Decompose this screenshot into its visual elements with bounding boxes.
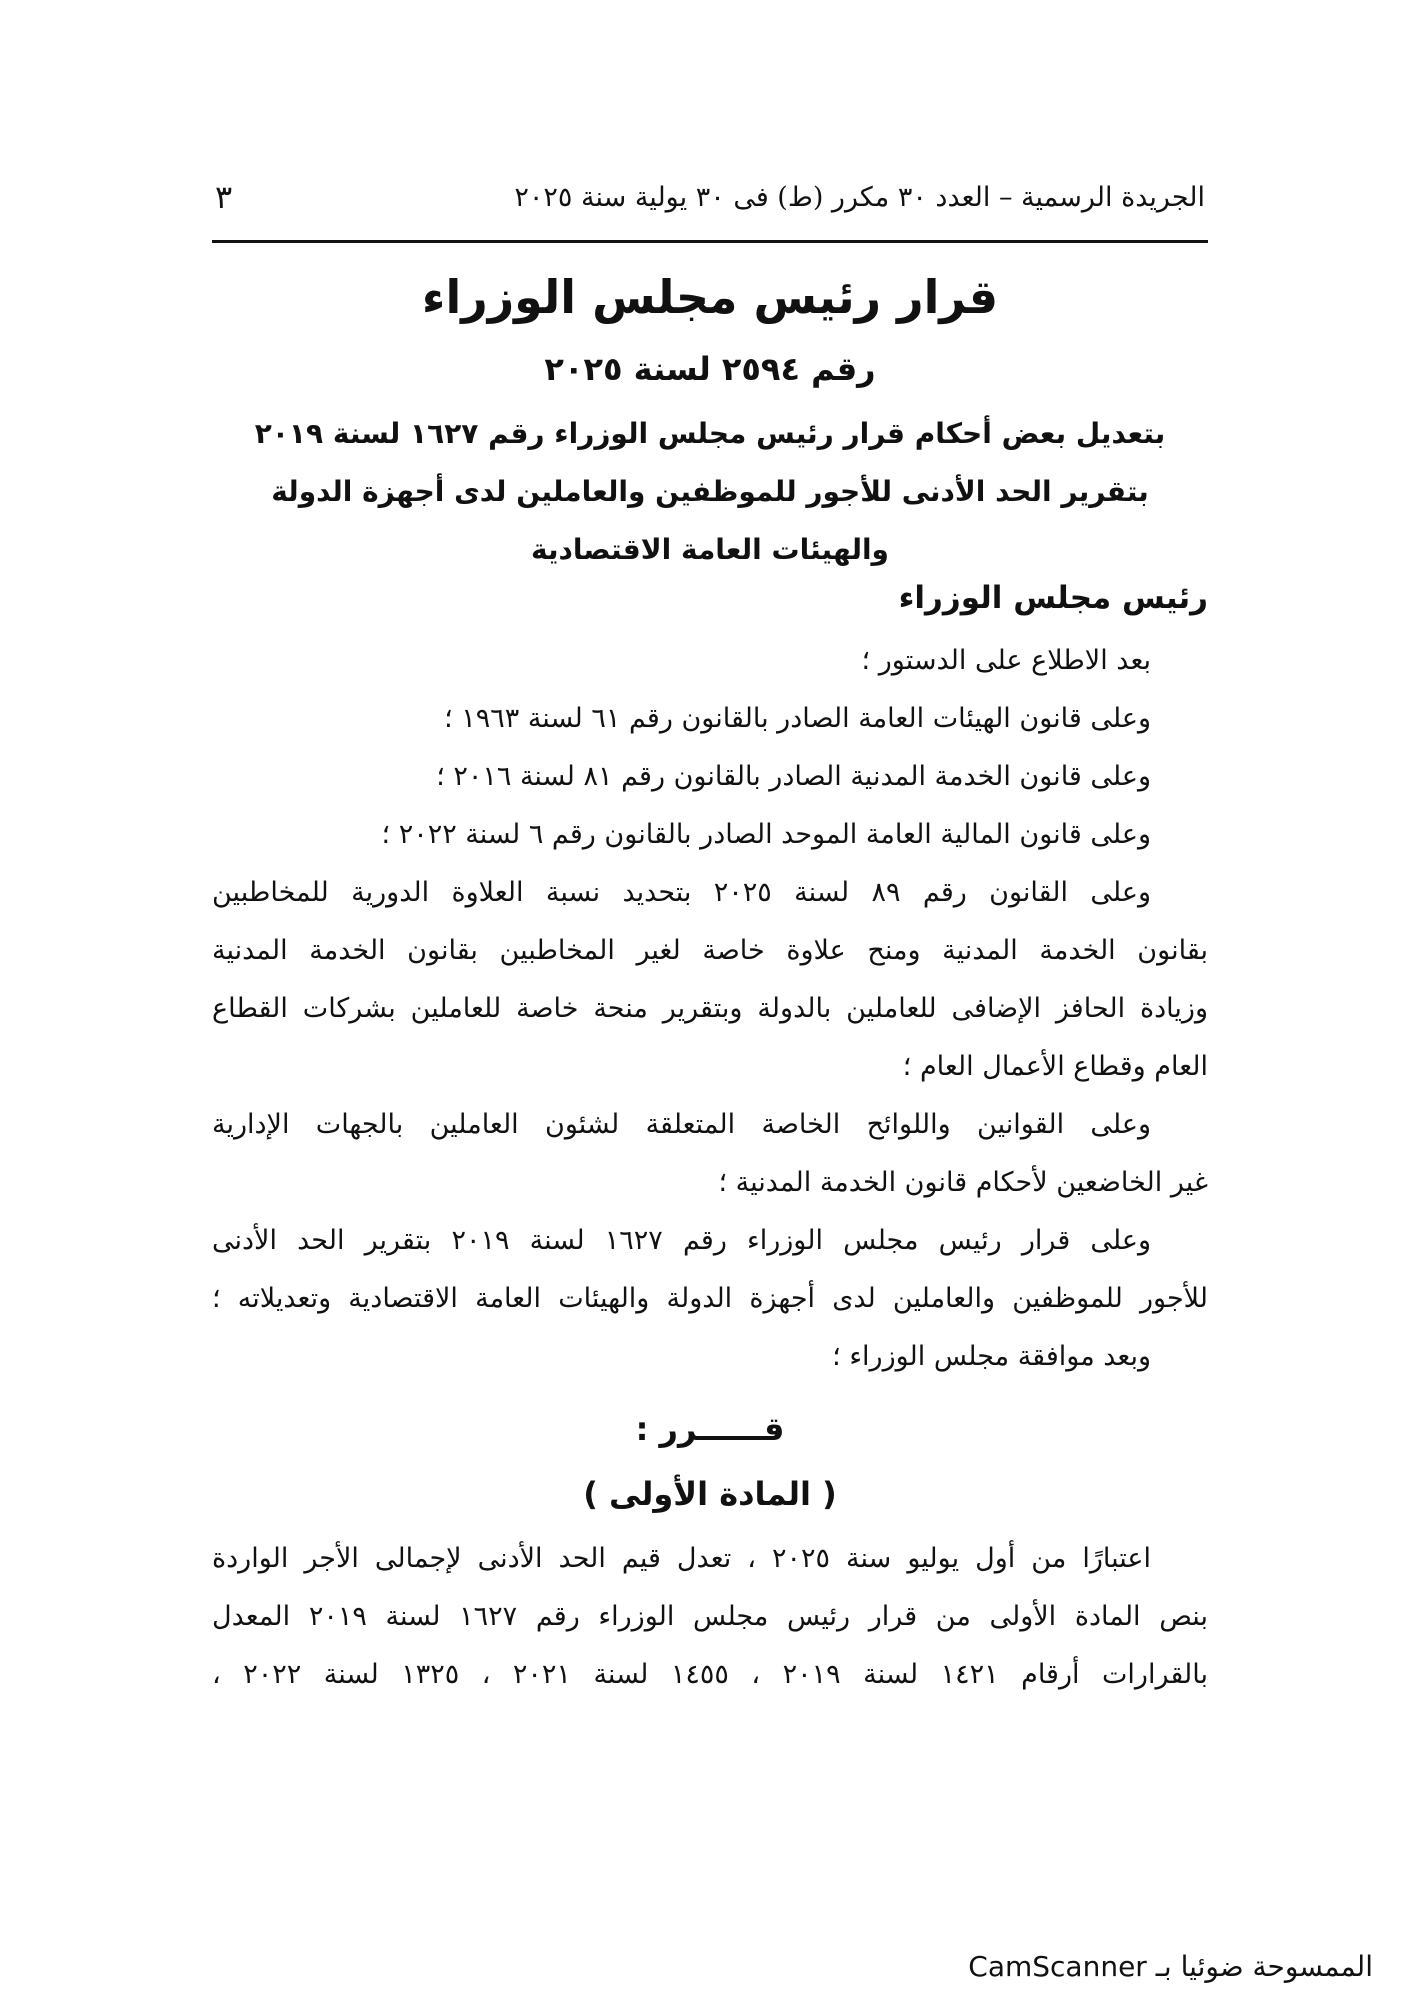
preamble-line: للأجور للموظفين والعاملين لدى أجهزة الدولة والهيئات العامة الاقتصادية وتعديلاته ؛ [212, 1283, 1208, 1314]
subject-line: والهيئات العامة الاقتصادية [531, 533, 889, 566]
scanner-watermark: الممسوحة ضوئيا بـ CamScanner [968, 1950, 1373, 1983]
decree-subject [212, 405, 1208, 579]
preamble-line: بقانون الخدمة المدنية ومنح علاوة خاصة لغير المخاطبين بقانون الخدمة المدنية [212, 935, 1208, 966]
subject-line: بتعديل بعض أحكام قرار رئيس مجلس الوزراء رقم ١٦٢٧ لسنة ٢٠١٩ [254, 417, 1166, 450]
preamble-line: العام وقطاع الأعمال العام ؛ [902, 1051, 1208, 1082]
article-title: ( المادة الأولى ) [583, 1475, 837, 1513]
preamble-line: وزيادة الحافز الإضافى للعاملين بالدولة وبتقرير منحة خاصة للعاملين بشركات القطاع [212, 993, 1208, 1024]
article-line: اعتبارًا من أول يوليو سنة ٢٠٢٥ ، تعدل قيم الحد الأدنى لإجمالى الأجر الواردة [212, 1543, 1151, 1574]
page-number: ٣ [215, 178, 233, 216]
article-line: بنص المادة الأولى من قرار رئيس مجلس الوزراء رقم ١٦٢٧ لسنة ٢٠١٩ المعدل [212, 1601, 1208, 1632]
running-header [215, 172, 1205, 222]
preamble-line: غير الخاضعين لأحكام قانون الخدمة المدنية ؛ [718, 1167, 1208, 1198]
decree-title: قرار رئيس مجلس الوزراء [421, 270, 999, 324]
preamble-line: وبعد موافقة مجلس الوزراء ؛ [832, 1341, 1151, 1372]
decree-number: رقم ٢٥٩٤ لسنة ٢٠٢٥ [544, 350, 876, 388]
header-rule [212, 240, 1208, 243]
subject-line: بتقرير الحد الأدنى للأجور للموظفين والعاملين لدى أجهزة الدولة [271, 475, 1149, 508]
preamble-heading: رئيس مجلس الوزراء [898, 580, 1208, 616]
preamble-line: بعد الاطلاع على الدستور ؛ [861, 645, 1151, 676]
article-line: بالقرارات أرقام ١٤٢١ لسنة ٢٠١٩ ، ١٤٥٥ لسنة ٢٠٢١ ، ١٣٢٥ لسنة ٢٠٢٢ ، [212, 1659, 1208, 1690]
preamble-line: وعلى القوانين واللوائح الخاصة المتعلقة لشئون العاملين بالجهات الإدارية [212, 1109, 1151, 1140]
preamble-line: وعلى قانون الخدمة المدنية الصادر بالقانون رقم ٨١ لسنة ٢٠١٦ ؛ [436, 761, 1151, 792]
preamble-line: وعلى القانون رقم ٨٩ لسنة ٢٠٢٥ بتحديد نسبة العلاوة الدورية للمخاطبين [212, 877, 1151, 908]
decision-heading: قــــــرر : [635, 1410, 785, 1448]
preamble-line: وعلى قانون الهيئات العامة الصادر بالقانون رقم ٦١ لسنة ١٩٦٣ ؛ [444, 703, 1151, 734]
preamble-line: وعلى قانون المالية العامة الموحد الصادر بالقانون رقم ٦ لسنة ٢٠٢٢ ؛ [381, 819, 1151, 850]
preamble-line: وعلى قرار رئيس مجلس الوزراء رقم ١٦٢٧ لسنة ٢٠١٩ بتقرير الحد الأدنى [212, 1225, 1151, 1256]
running-title: الجريدة الرسمية – العدد ٣٠ مكرر (ط) فى ٣٠ يولية سنة ٢٠٢٥ [514, 181, 1205, 213]
